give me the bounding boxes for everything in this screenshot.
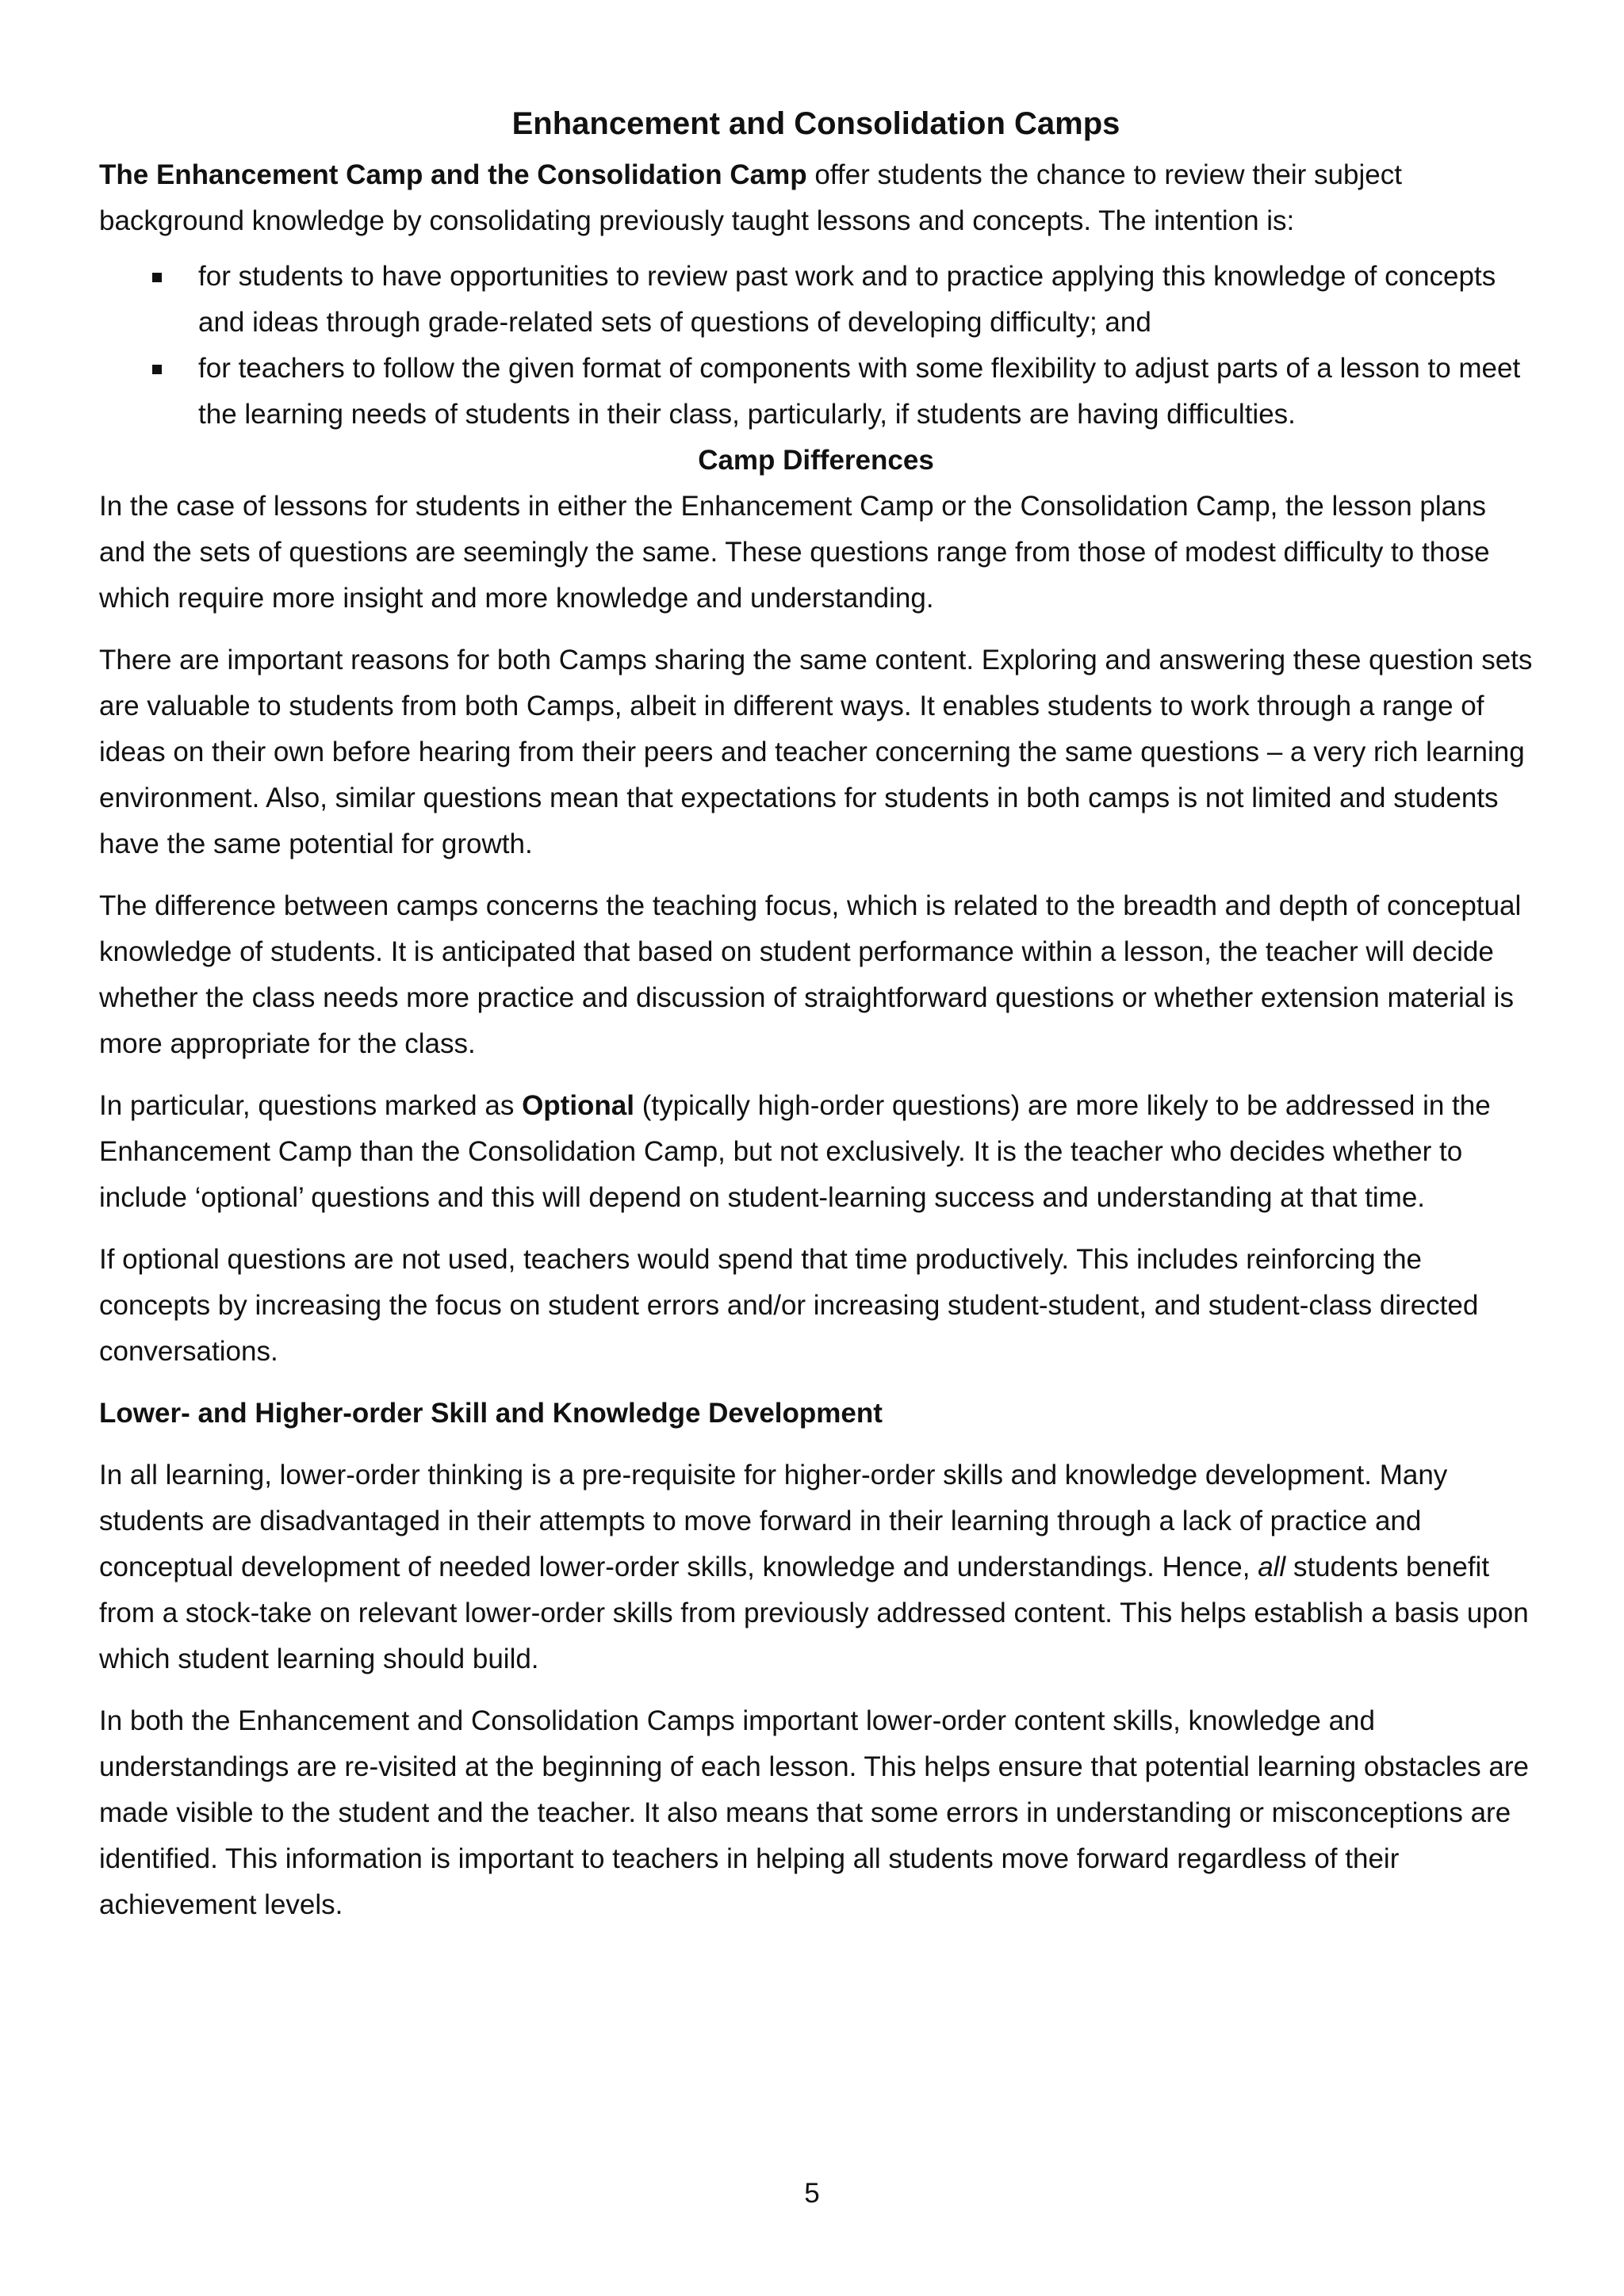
paragraph-7: In both the Enhancement and Consolidation Camps important lower-order content skills, knowledge and understandings are re-visited at the beginning of each lesson. This helps ensure that potential learning obstacles are made visible to the student and the teacher. It also means that some errors in understanding or misconceptions are identified. This information is important to teachers in helping all students move forward regardless of their achievement levels. [99,1705,1529,1920]
paragraph-2: There are important reasons for both Camps sharing the same content. Exploring and answering these question sets are valuable to students from both Camps, albeit in different ways. It enables students to work through a range of ideas on their own before hearing from their peers and teacher concerning the same questions – a very rich learning environment. Also, similar questions mean that expectations for students in both camps is not limited and students have the same potential for growth. [99,645,1533,859]
paragraph-6-after: students benefit from a stock-take on relevant lower-order skills from previously addressed content. This helps establish a basis upon which student learning should build. [99,1552,1529,1674]
paragraph-6-before: In all learning, lower-order thinking is a pre-requisite for higher-order skills and knowledge development. Many students are disadvantaged in their attempts to move forward in their learning through a lack of practice and conceptual development of needed lower-order skills, knowledge and understandings. Hence, [99,1460,1448,1582]
paragraph-4 [99,1083,1533,1221]
section-heading-skill-development: Lower- and Higher-order Skill and Knowledge Development [99,1398,883,1429]
all-italic: all [1258,1552,1286,1582]
page-number: 5 [804,2178,820,2209]
optional-bold: Optional [522,1090,634,1121]
document-page [99,101,1533,1944]
list-item: for teachers to follow the given format of components with some flexibility to adjust parts of a lesson to meet the learning needs of students in their class, particularly, if students are having difficulties. [99,346,1533,438]
section-heading-camp-differences: Camp Differences [698,445,934,476]
list-item: for students to have opportunities to review past work and to practice applying this knowledge of concepts and ideas through grade-related sets of questions of developing difficulty; and [99,254,1533,346]
paragraph-3: The difference between camps concerns the teaching focus, which is related to the breadth and depth of conceptual knowledge of students. It is anticipated that based on student performance within a lesson, the teacher will decide whether the class needs more practice and discussion of straightforward questions or whether extension material is more appropriate for the class. [99,890,1522,1059]
paragraph-6 [99,1452,1533,1682]
intention-list [99,254,1533,438]
paragraph-1: In the case of lessons for students in either the Enhancement Camp or the Consolidation Camp, the lesson plans and the sets of questions are seemingly the same. These questions range from those of modest difficulty to those which require more insight and more knowledge and understanding. [99,491,1490,614]
page-title: Enhancement and Consolidation Camps [511,106,1120,141]
intro-text: offer students the chance to review their subject background knowledge by consolidating previously taught lessons and concepts. The intention is: [99,159,1402,236]
paragraph-5: If optional questions are not used, teachers would spend that time productively. This includes reinforcing the concepts by increasing the focus on student errors and/or increasing student-student, and student-class directed conversations. [99,1244,1479,1367]
paragraph-4-after: (typically high-order questions) are more likely to be addressed in the Enhancement Camp than the Consolidation Camp, but not exclusively. It is the teacher who decides whether to include ‘optional’ questions and this will depend on student-learning success and understanding at that time. [99,1090,1491,1213]
paragraph-4-before: In particular, questions marked as [99,1090,523,1121]
intro-paragraph [99,152,1533,244]
intro-bold: The Enhancement Camp and the Consolidation Camp [99,159,807,190]
